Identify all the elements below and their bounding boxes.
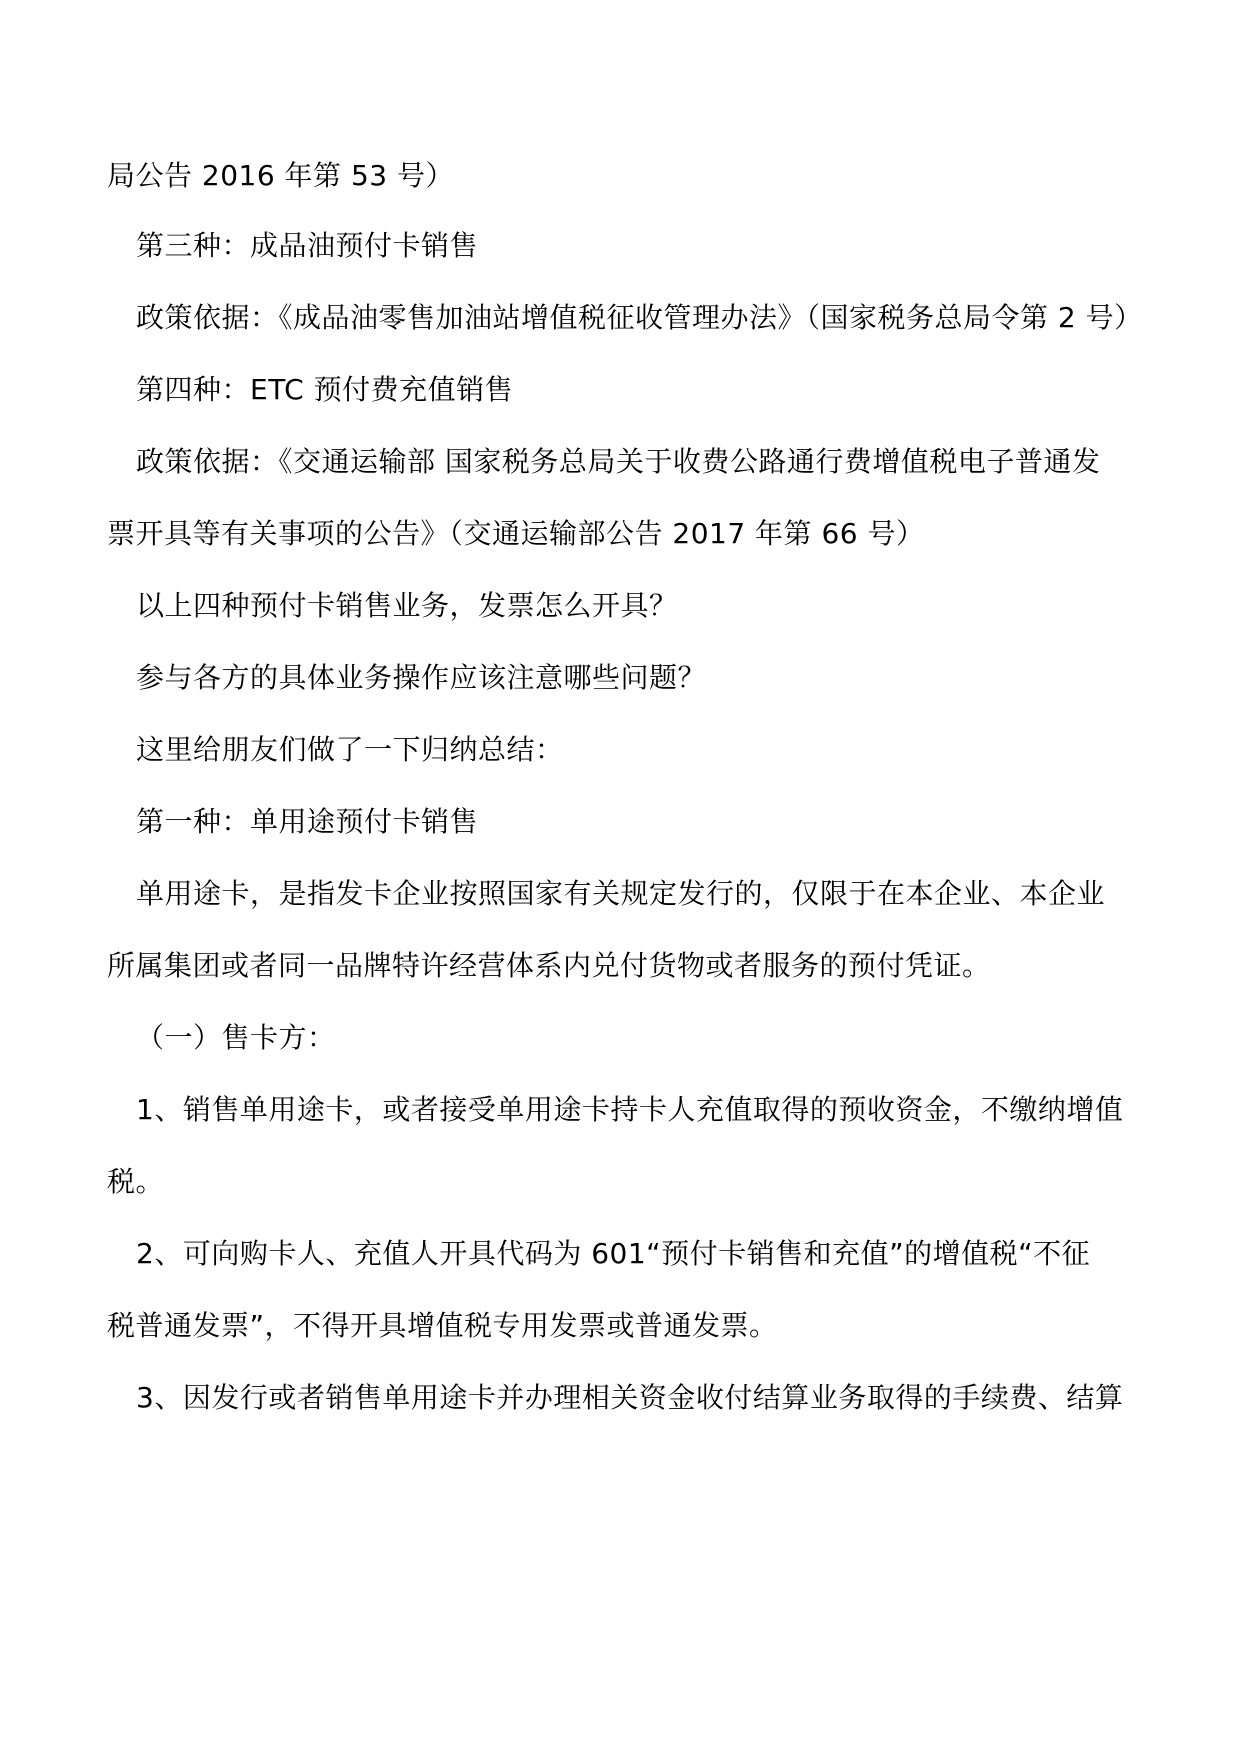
text-line: 税。 — [107, 1165, 165, 1198]
section-heading: 第四种：ETC 预付费充值销售 — [136, 373, 514, 406]
text-line: 这里给朋友们做了一下归纳总结： — [136, 733, 564, 766]
text-line: 政策依据：《交通运输部 国家税务总局关于收费公路通行费增值税电子普通发 — [136, 445, 1101, 478]
text-line: 政策依据：《成品油零售加油站增值税征收管理办法》（国家税务总局令第 2 号） — [136, 301, 1143, 334]
text-line: 局公告 2016 年第 53 号） — [107, 159, 454, 192]
subsection-heading: （一）售卡方： — [136, 1021, 336, 1054]
text-line: 票开具等有关事项的公告》（交通运输部公告 2017 年第 66 号） — [107, 517, 925, 550]
section-heading: 第三种：成品油预付卡销售 — [136, 229, 479, 262]
section-heading: 第一种：单用途预付卡销售 — [136, 805, 479, 838]
text-line: 所属集团或者同一品牌特许经营体系内兑付货物或者服务的预付凭证。 — [107, 949, 991, 982]
list-item: 2、可向购卡人、充值人开具代码为 601“预付卡销售和充值”的增值税“不征 — [136, 1237, 1091, 1270]
list-item: 3、因发行或者销售单用途卡并办理相关资金收付结算业务取得的手续费、结算 — [136, 1381, 1124, 1414]
text-line: 参与各方的具体业务操作应该注意哪些问题？ — [136, 661, 707, 694]
list-item: 1、销售单用途卡，或者接受单用途卡持卡人充值取得的预收资金，不缴纳增值 — [136, 1093, 1124, 1126]
text-line: 税普通发票”，不得开具增值税专用发票或普通发票。 — [107, 1309, 778, 1342]
text-line: 以上四种预付卡销售业务，发票怎么开具？ — [136, 589, 678, 622]
text-line: 单用途卡，是指发卡企业按照国家有关规定发行的，仅限于在本企业、本企业 — [136, 877, 1106, 910]
